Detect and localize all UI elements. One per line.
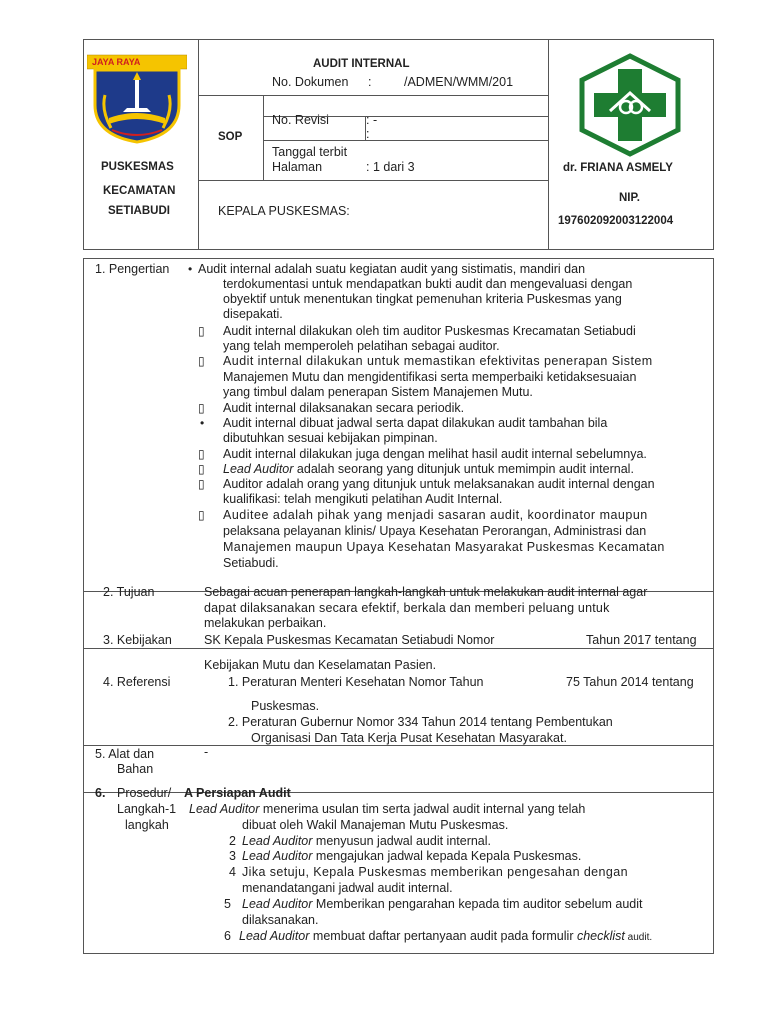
- s1-text: pelaksana pelayanan klinis/ Upaya Kesehatan Perorangan, Administrasi dan: [223, 524, 647, 538]
- s1-text: Audit internal adalah suatu kegiatan audit yang sistimatis, mandiri dan: [198, 262, 586, 276]
- org-line-1: PUSKESMAS: [101, 161, 174, 173]
- bullet-box-icon: ▯: [198, 324, 205, 338]
- step-1-cont: dibuat oleh Wakil Manajeman Mutu Puskesmas.: [242, 818, 509, 832]
- bullet-box-icon: ▯: [198, 354, 205, 368]
- body-right-border: [713, 258, 714, 954]
- body-row-line-3: [83, 648, 714, 649]
- step-4: Jika setuju, Kepala Puskesmas memberikan pengesahan dengan: [242, 865, 628, 879]
- s1-text: terdokumentasi untuk mendapatkan bukti audit dan mengevaluasi dengan: [223, 277, 633, 291]
- section-4-label: 4. Referensi: [103, 675, 171, 689]
- step-5: Lead Auditor Memberikan pengarahan kepada tim auditor sebelum audit: [242, 897, 643, 911]
- s4-text: 2. Peraturan Gubernur Nomor 334 Tahun 2014 tentang Pembentukan: [228, 715, 613, 729]
- section-6-label-4: langkah: [125, 818, 169, 832]
- s1-text: Manajemen Mutu dan mengidentifikasi serta memperbaiki ketidaksesuaian: [223, 370, 637, 384]
- left-logo-text: JAYA RAYA: [92, 57, 141, 67]
- s4-text: Puskesmas.: [251, 699, 320, 713]
- step-5-number: 5: [224, 897, 231, 911]
- kepala-puskesmas-label: KEPALA PUSKESMAS:: [218, 204, 350, 218]
- step-1: Lead Auditor menerima usulan tim serta jadwal audit internal yang telah: [189, 802, 586, 816]
- section-6-heading: A Persiapan Audit: [184, 786, 291, 800]
- s1-text: dibutuhkan sesuai kebijakan pimpinan.: [223, 431, 438, 445]
- body-bottom-border: [83, 953, 714, 954]
- header-top-border: [83, 39, 714, 40]
- puskesmas-logo-icon: [576, 53, 684, 157]
- revisi-value: -: [373, 113, 378, 127]
- s2-text: melakukan perbaikan.: [204, 616, 327, 630]
- nip-value: 197602092003122004: [558, 215, 674, 227]
- nip-label: NIP.: [619, 192, 640, 204]
- s1-text-lead-auditor: Lead Auditor adalah seorang yang ditunjuk untuk memimpin audit internal.: [223, 462, 634, 476]
- step-6-number: 6: [224, 929, 231, 943]
- halaman-label: Halaman: [272, 160, 323, 174]
- s1-text: Audit internal dilakukan oleh tim auditor Puskesmas Krecamatan Setiabudi: [223, 324, 636, 338]
- step-3: Lead Auditor mengajukan jadwal kepada Kepala Puskesmas.: [242, 849, 582, 863]
- header-right-border: [713, 39, 714, 250]
- tanggal-terbit-label: Tanggal terbit: [272, 145, 348, 159]
- bullet-box-icon: ▯: [198, 401, 205, 415]
- s1-text: yang timbul dalam penerapan Sistem Manajemen Mutu.: [223, 385, 533, 399]
- step-2: Lead Auditor menyusun jadwal audit internal.: [242, 834, 492, 848]
- bullet-box-icon: ▯: [198, 477, 205, 491]
- step-4-number: 4: [229, 865, 236, 879]
- signer-name: dr. FRIANA ASMELY: [563, 162, 673, 174]
- s1-text: obyektif untuk menentukan tingkat pemenuhan kriteria Puskesmas yang: [223, 292, 622, 306]
- section-6-number: 6.: [95, 786, 106, 800]
- step-2-number: 2: [229, 834, 236, 848]
- section-5-label-2: Bahan: [117, 762, 154, 776]
- document-title: AUDIT INTERNAL: [313, 58, 410, 70]
- body-left-border: [83, 258, 84, 954]
- body-row-line-6: [83, 792, 714, 793]
- doc-number-label: No. Dokumen: [272, 75, 349, 89]
- step-5-cont: dilaksanakan.: [242, 913, 319, 927]
- s1-text: Setiabudi.: [223, 556, 279, 570]
- s1-text: Audit internal dilakukan juga dengan melihat hasil audit internal sebelumnya.: [223, 447, 647, 461]
- header-row-line-3: [263, 140, 548, 141]
- bullet-box-icon: ▯: [198, 508, 205, 522]
- org-line-2: KECAMATAN: [103, 185, 176, 197]
- section-1-label: 1. Pengertian: [95, 262, 170, 276]
- s3-text: SK Kepala Puskesmas Kecamatan Setiabudi Nomor: [204, 633, 495, 647]
- s3-text: Kebijakan Mutu dan Keselamatan Pasien.: [204, 658, 437, 672]
- s1-text: kualifikasi: telah mengikuti pelatihan Audit Internal.: [223, 492, 503, 506]
- revisi-colon: :: [366, 113, 370, 127]
- s4-text: 75 Tahun 2014 tentang: [566, 675, 694, 689]
- section-3-label: 3. Kebijakan: [103, 633, 172, 647]
- header-left-border: [83, 39, 84, 250]
- org-line-3: SETIABUDI: [108, 205, 170, 217]
- revisi-label: No. Revisi: [272, 113, 329, 127]
- step-3-number: 3: [229, 849, 236, 863]
- s4-text: 1. Peraturan Menteri Kesehatan Nomor Tahun: [228, 675, 484, 689]
- s1-text: Manajemen maupun Upaya Kesehatan Masyarakat Puskesmas Kecamatan: [223, 540, 665, 554]
- revisi-colon-2: :: [366, 127, 370, 141]
- bullet-box-icon: ▯: [198, 462, 205, 476]
- header-row-line-1: [198, 95, 548, 96]
- section-6-label: Prosedur/: [117, 786, 172, 800]
- s1-text: Auditor adalah orang yang ditunjuk untuk melaksanakan audit internal dengan: [223, 477, 655, 491]
- s2-text: Sebagai acuan penerapan langkah-langkah untuk melakukan audit internal agar: [204, 585, 648, 599]
- s3-text: Tahun 2017 tentang: [586, 633, 697, 647]
- halaman-value: : 1 dari 3: [366, 160, 415, 174]
- step-4-cont: menandatangani jadwal audit internal.: [242, 881, 453, 895]
- bullet-dot-icon: •: [188, 262, 193, 276]
- s2-text: dapat dilaksanakan secara efektif, berkala dan memberi peluang untuk: [204, 601, 610, 615]
- section-2-label: 2. Tujuan: [103, 585, 155, 599]
- section-6-label-3: Langkah-1: [117, 802, 177, 816]
- step-6: Lead Auditor membuat daftar pertanyaan audit pada formulir checklist audit.: [239, 929, 653, 943]
- s1-text: disepakati.: [223, 307, 283, 321]
- sop-label: SOP: [218, 131, 243, 143]
- s1-text: Auditee adalah pihak yang menjadi sasaran audit, koordinator maupun: [223, 508, 648, 522]
- s1-text: Audit internal dilaksanakan secara periodik.: [223, 401, 465, 415]
- s1-text: yang telah memperoleh pelatihan sebagai auditor.: [223, 339, 500, 353]
- s1-text: Audit internal dilakukan untuk memastikan efektivitas penerapan Sistem: [223, 354, 653, 368]
- header-divider-1: [198, 39, 199, 250]
- s1-text: Audit internal dibuat jadwal serta dapat dilakukan audit tambahan bila: [223, 416, 608, 430]
- header-bottom-border: [83, 249, 714, 250]
- section-5-label: 5. Alat dan: [95, 747, 155, 761]
- doc-number-colon: :: [368, 75, 372, 89]
- bullet-dot-icon: •: [200, 416, 205, 430]
- bullet-box-icon: ▯: [198, 447, 205, 461]
- s4-text: Organisasi Dan Tata Kerja Pusat Kesehatan Masyarakat.: [251, 731, 567, 745]
- header-divider-2: [548, 39, 549, 250]
- doc-number-value: /ADMEN/WMM/201: [404, 75, 514, 89]
- body-top-border: [83, 258, 714, 259]
- header-row-line-4: [198, 180, 548, 181]
- header-sop-divider: [263, 95, 264, 180]
- s5-value: -: [204, 745, 209, 759]
